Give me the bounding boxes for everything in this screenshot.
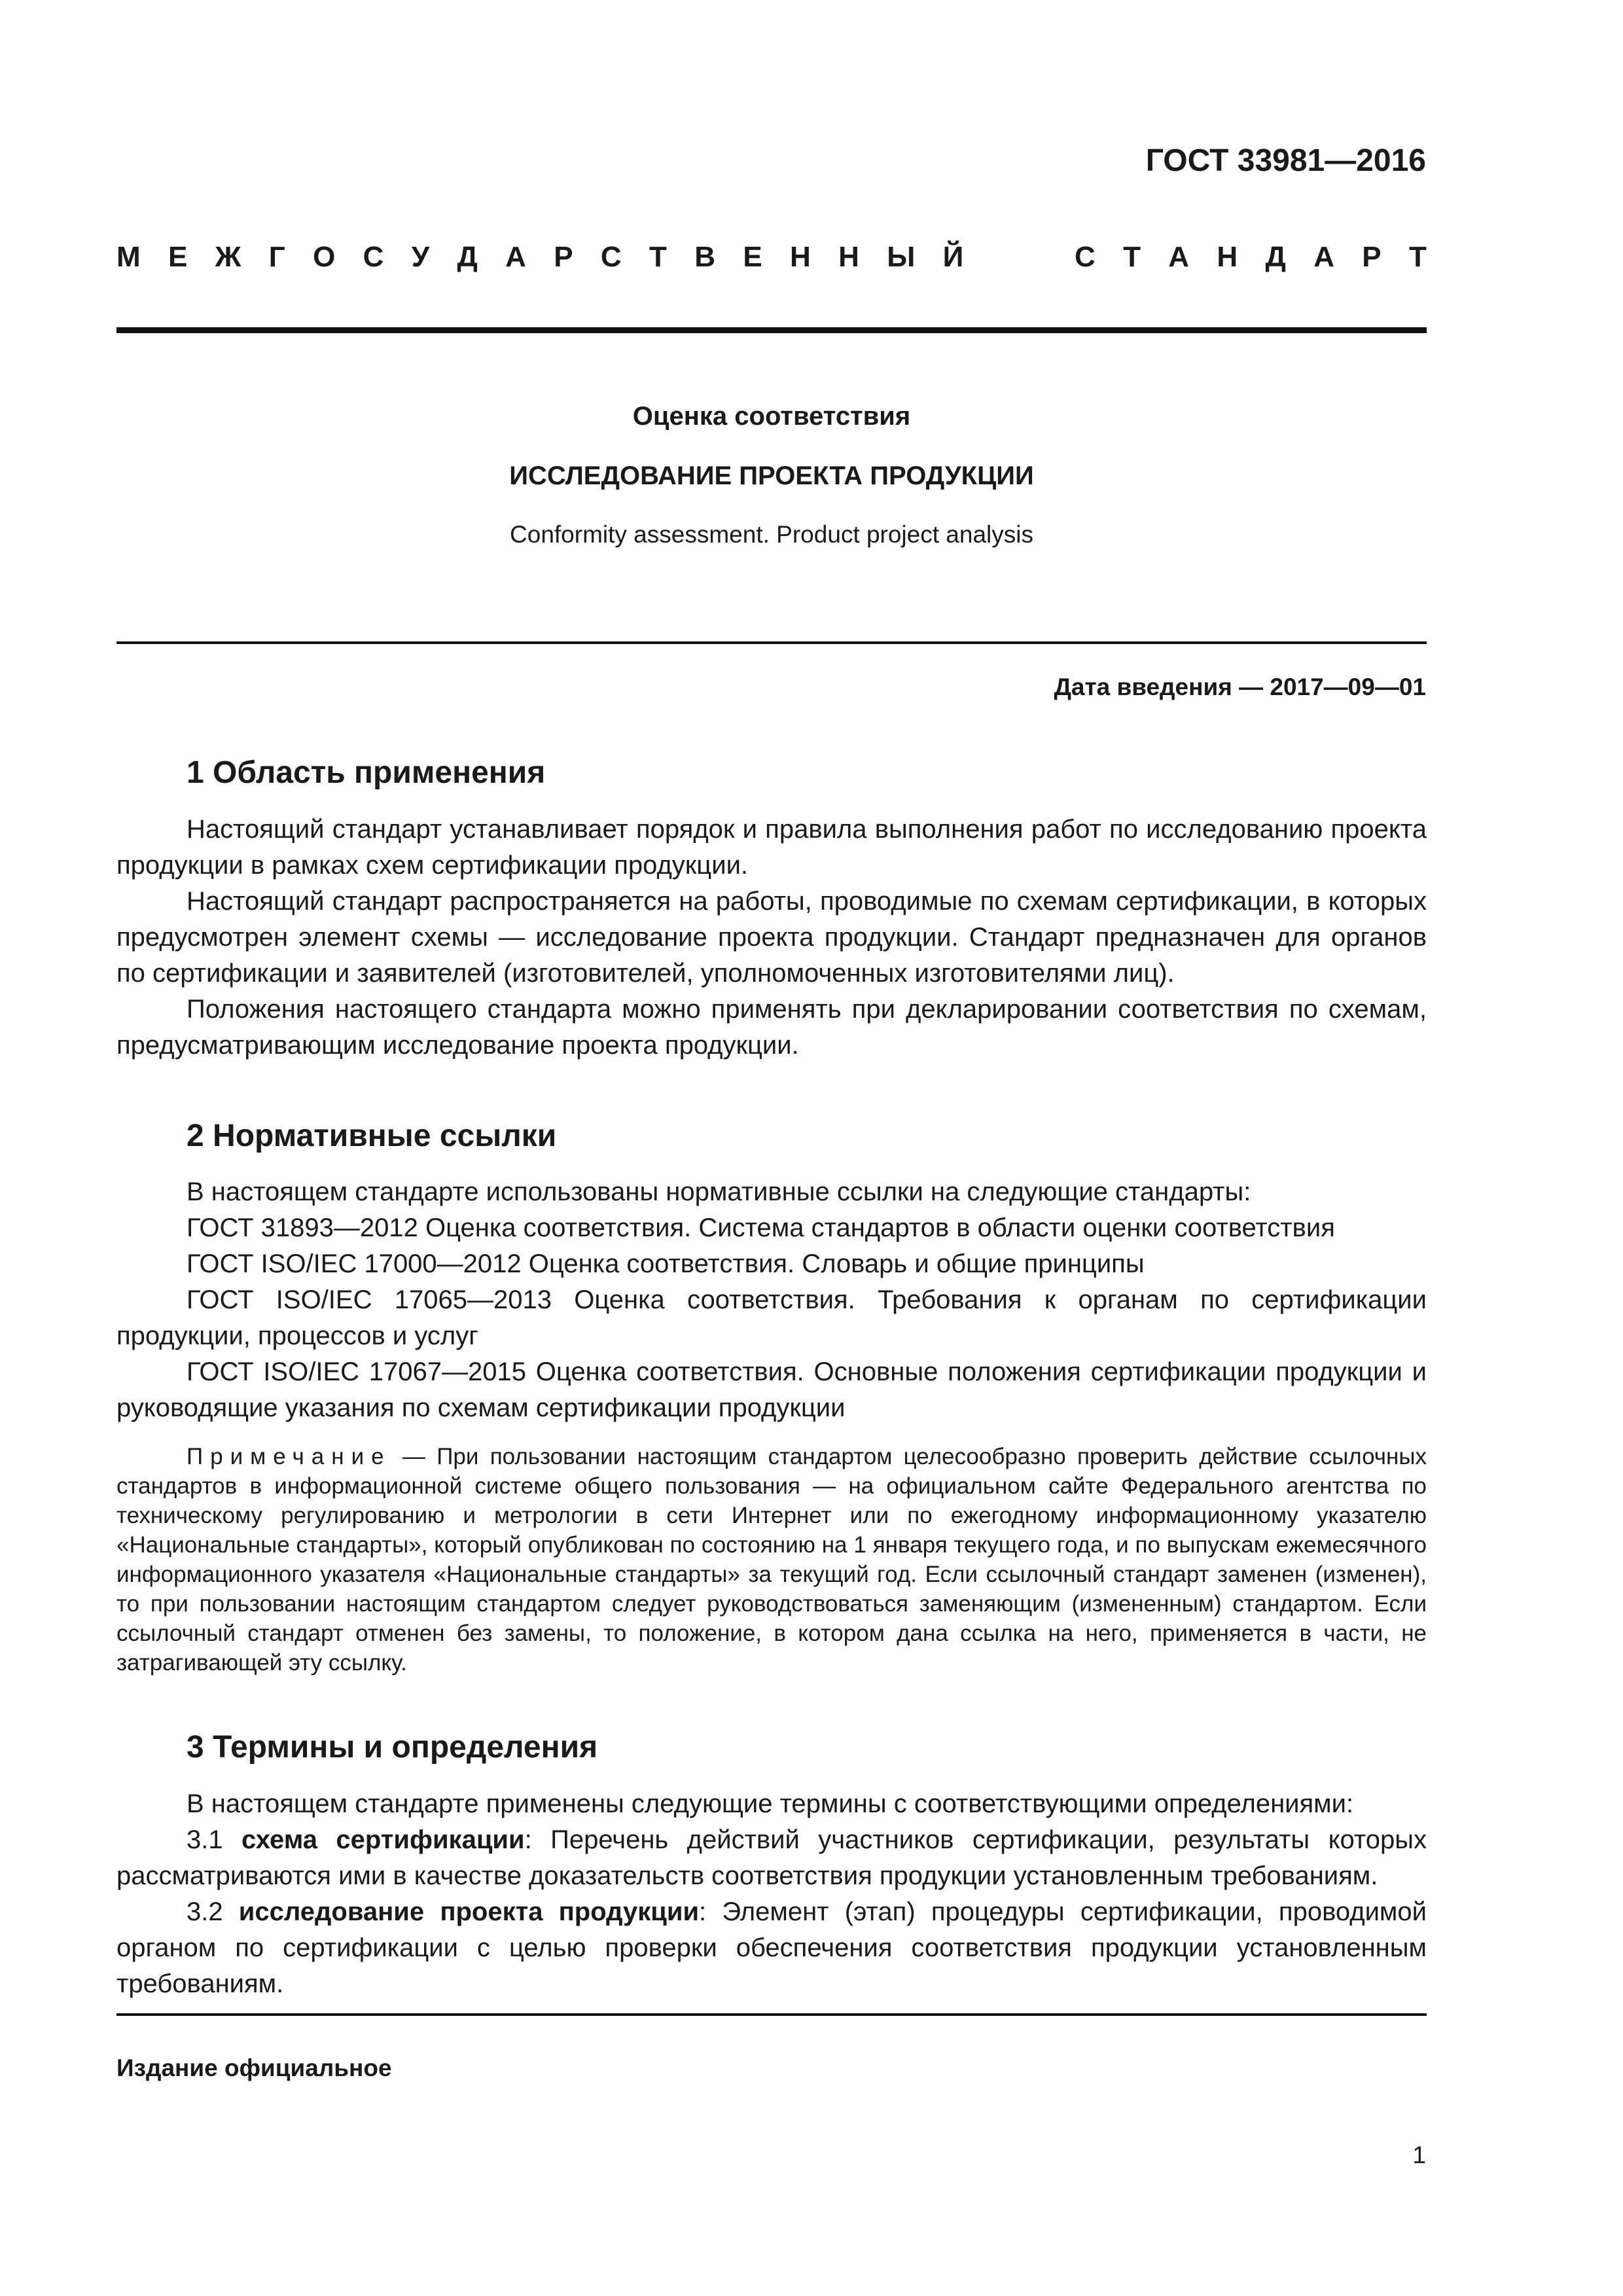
page-number: 1 <box>1412 2142 1426 2168</box>
banner-letter: А <box>505 241 526 273</box>
paragraph: В настоящем стандарте применены следующие термины с соответствующими определениями: <box>187 1789 1354 1818</box>
banner-letter: У <box>411 241 430 273</box>
banner-letter: Т <box>1408 241 1427 273</box>
term: исследование проекта продукции <box>238 1897 700 1926</box>
document-body <box>116 754 1427 2002</box>
note-text: — При пользовании настоящим стандартом целесообразно проверить действие ссылочных стандартов в информационной системе общего пользования — на официальном сайте Федерального агентства по техническому регулированию и метрологии в сети Интернет или по ежегодному информационному указателю «Национальные стандарты», который опубликован по состоянию на 1 января текущего года, и по выпускам ежемесячного информационного указателя «Национальные стандарты» за текущий год. Если ссылочный стандарт заменен (изменен), то при пользовании настоящим стандартом следует руководствоваться заменяющим (измененным) стандартом. Если ссылочный стандарт отменен без замены, то положение, в котором дана ссылка на него, применяется в части, не затрагивающей эту ссылку. <box>116 1444 1427 1676</box>
banner-letter: С <box>600 241 622 273</box>
banner-word-gap <box>991 241 1047 280</box>
banner-letter: Р <box>554 241 573 273</box>
banner-letter: Т <box>1123 241 1141 273</box>
banner-letter: Ы <box>887 241 916 273</box>
banner-letter: М <box>116 241 141 273</box>
banner-letter: Д <box>1265 241 1286 273</box>
section-heading-scope: 1 Область применения <box>187 755 546 790</box>
term-definition <box>116 1822 1427 1894</box>
official-edition: Издание официальное <box>116 2054 392 2081</box>
paragraph: В настоящем стандарте использованы нормативные ссылки на следующие стандарты: <box>187 1177 1251 1207</box>
paragraph: Положения настоящего стандарта можно применять при декларировании соответствия по схемам, предусматривающим исследование проекта продукции. <box>116 994 1427 1060</box>
banner-letter: Н <box>1217 241 1238 273</box>
term-number: 3.2 <box>187 1897 239 1926</box>
banner-letter: Ж <box>215 241 241 273</box>
note <box>116 1442 1427 1677</box>
section-heading-terms: 3 Термины и определения <box>187 1730 598 1765</box>
banner-letter: Е <box>743 241 762 273</box>
document-title-english: Conformity assessment. Product project analysis <box>510 521 1033 548</box>
footer-rule <box>116 2013 1427 2016</box>
banner-letter: Е <box>168 241 188 273</box>
reference-item: ГОСТ 31893—2012 Оценка соответствия. Система стандартов в области оценки соответствия <box>187 1213 1335 1243</box>
standard-number: ГОСТ 33981—2016 <box>1145 143 1426 178</box>
document-title: ИССЛЕДОВАНИЕ ПРОЕКТА ПРОДУКЦИИ <box>509 461 1034 490</box>
banner-letter: А <box>1168 241 1190 273</box>
banner-letter: Г <box>268 241 285 273</box>
term-number: 3.1 <box>187 1825 241 1854</box>
definition: : Перечень действий участников сертификации, результаты которых рассматриваются ими в качестве доказательств соответствия продукции установленным требованиям. <box>116 1825 1427 1890</box>
section-heading-normative-references: 2 Нормативные ссылки <box>187 1118 557 1153</box>
term: схема сертификации <box>241 1825 525 1854</box>
banner-letter: Р <box>1362 241 1382 273</box>
banner-letter: С <box>363 241 384 273</box>
banner-letter: Н <box>790 241 811 273</box>
reference-item: ГОСТ ISO/IEC 17067—2015 Оценка соответствия. Основные положения сертификации продукции и руководящие указания по схемам сертификации продукции <box>116 1357 1427 1423</box>
introduction-date: Дата введения — 2017—09—01 <box>1054 673 1426 700</box>
note-label: Примечание <box>187 1444 391 1470</box>
banner-letter: А <box>1313 241 1334 273</box>
paragraph: Настоящий стандарт устанавливает порядок и правила выполнения работ по исследованию проекта продукции в рамках схем сертификации продукции. <box>116 814 1427 880</box>
banner-letter: Й <box>942 241 964 273</box>
banner-letter: С <box>1074 241 1096 273</box>
header-rule <box>116 327 1427 333</box>
interstate-standard-banner <box>116 241 1427 280</box>
banner-letter: Т <box>649 241 667 273</box>
reference-item: ГОСТ ISO/IEC 17065—2013 Оценка соответствия. Требования к органам по сертификации продукции, процессов и услуг <box>116 1285 1427 1351</box>
title-rule <box>116 641 1427 644</box>
reference-item: ГОСТ ISO/IEC 17000—2012 Оценка соответствия. Словарь и общие принципы <box>187 1249 1145 1279</box>
term-definition <box>116 1894 1427 2002</box>
banner-letter: О <box>313 241 336 273</box>
banner-letter: Н <box>838 241 859 273</box>
paragraph: Настоящий стандарт распространяется на работы, проводимые по схемам сертификации, в которых предусмотрен элемент схемы — исследование проекта продукции. Стандарт предназначен для органов по сертификации и заявителей (изготовителей, уполномоченных изготовителями лиц). <box>116 886 1427 988</box>
document-topic: Оценка соответствия <box>632 402 911 431</box>
banner-letter: Д <box>457 241 478 273</box>
banner-letter: В <box>694 241 716 273</box>
definition: : Элемент (этап) процедуры сертификации, проводимой органом по сертификации с целью проверки обеспечения соответствия продукции установленным требованиям. <box>116 1897 1427 1998</box>
